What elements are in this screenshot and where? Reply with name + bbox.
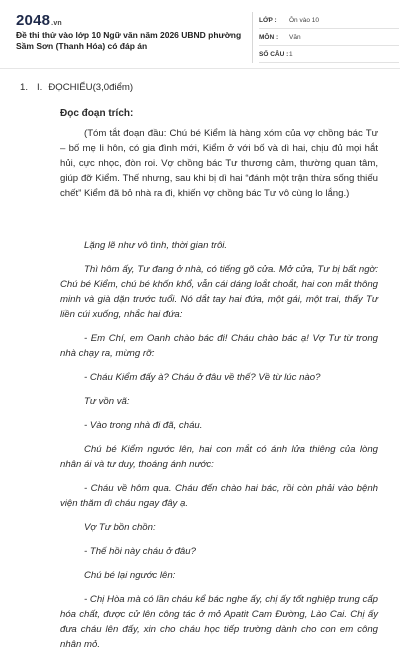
meta-value: Ôn vào 10 bbox=[289, 16, 319, 24]
passage-paragraph: - Vào trong nhà đi đã, cháu. bbox=[84, 420, 203, 431]
meta-label: MÔN : bbox=[259, 33, 279, 41]
passage-paragraph: Vợ Tư bồn chồn: bbox=[84, 522, 156, 533]
summary-paragraph: (Tóm tắt đoạn đầu: Chú bé Kiểm là hàng xóm của vợ chồng bác Tư – bố mẹ Ii hôn, có gia đình mới, Kiểm ở với bố và dì hai, chịu đủ mọi hắt hủi, cực nhọc, đòn roi. Vợ chồng bác Tư thương cảm, thường quan tâm, giúp đỡ Kiểm. Thế nhưng, sau khi bị dì hai “đánh một trận thừa sống thiếu chết” Kiểm đã bỏ nhà ra đi, khiến vợ chồng bác Tư vô cùng lo lắng.) bbox=[60, 128, 378, 199]
summary-block bbox=[60, 126, 378, 201]
passage-paragraph: - Cháu về hôm qua. Cháu đến chào hai bác, rồi còn phải vào bệnh viện thăm dì cháu ngay đây ạ. bbox=[60, 483, 378, 509]
site-logo[interactable] bbox=[16, 12, 62, 29]
meta-row-subject bbox=[259, 29, 399, 46]
meta-value: 1 bbox=[289, 50, 293, 58]
passage-paragraph: - Chị Hòa mà có lần cháu kể bác nghe ấy, chị ấy tốt nghiệp trung cấp hóa chất, được cử lên công tác ở mỏ Apatit Cam Đường, Lào Cai. Chị ấy đưa cháu lên đấy, xin cho cháu học tiếp trường dành cho con em công nhân mỏ. bbox=[60, 594, 378, 650]
meta-row-question-count bbox=[259, 46, 399, 63]
passage-paragraph: - Cháu Kiểm đấy à? Cháu ở đâu về thế? Về từ lúc nào? bbox=[84, 372, 321, 383]
question-number: 1. bbox=[20, 82, 29, 93]
excerpt-heading: Đọc đoạn trích: bbox=[60, 108, 134, 119]
meta-row-class bbox=[259, 12, 399, 29]
passage-block bbox=[60, 238, 378, 652]
passage-paragraph: Chú bé lại ngước lên: bbox=[84, 570, 176, 581]
section-roman: I. bbox=[37, 82, 43, 93]
header-divider bbox=[0, 68, 400, 69]
passage-paragraph: Tư vồn vã: bbox=[84, 396, 130, 407]
meta-label: LỚP : bbox=[259, 16, 277, 24]
logo-suffix: .vn bbox=[51, 20, 62, 27]
section-heading bbox=[37, 80, 133, 95]
page-header bbox=[0, 0, 400, 64]
passage-paragraph: - Thế hồi này cháu ở đâu? bbox=[84, 546, 196, 557]
passage-paragraph: Thì hôm ấy, Tư đang ở nhà, có tiếng gõ cửa. Mở cửa, Tư bị bất ngờ: Chú bé Kiểm, chú bé khốn khổ, vẫn cái dáng loắt choắt, hai con mắt thông minh và già dặn trước tuổi. Nó dắt tay hai đứa, một gái, một trai, thấy Tư liền cúi xuống, nhắc hai đứa: bbox=[60, 264, 378, 320]
meta-panel bbox=[252, 12, 399, 63]
section-title: ĐỌCHIỂU(3,0điểm) bbox=[48, 82, 134, 93]
document-title: Đề thi thử vào lớp 10 Ngữ văn năm 2026 UBND phường Sầm Sơn (Thanh Hóa) có đáp án bbox=[16, 30, 242, 51]
meta-label: SỐ CÂU : bbox=[259, 50, 289, 58]
passage-paragraph: Chú bé Kiểm ngước lên, hai con mắt có ánh lửa thiêng của lòng nhân ái và tư duy, thoáng ánh nước: bbox=[60, 444, 378, 470]
logo-main: 2048 bbox=[16, 12, 51, 29]
passage-paragraph: Lặng lẽ như vô tình, thời gian trôi. bbox=[84, 240, 228, 251]
meta-value: Văn bbox=[289, 33, 301, 41]
passage-paragraph: - Em Chí, em Oanh chào bác đi! Cháu chào bác ạ! Vợ Tư từ trong nhà chạy ra, mừng rỡ: bbox=[60, 333, 378, 359]
